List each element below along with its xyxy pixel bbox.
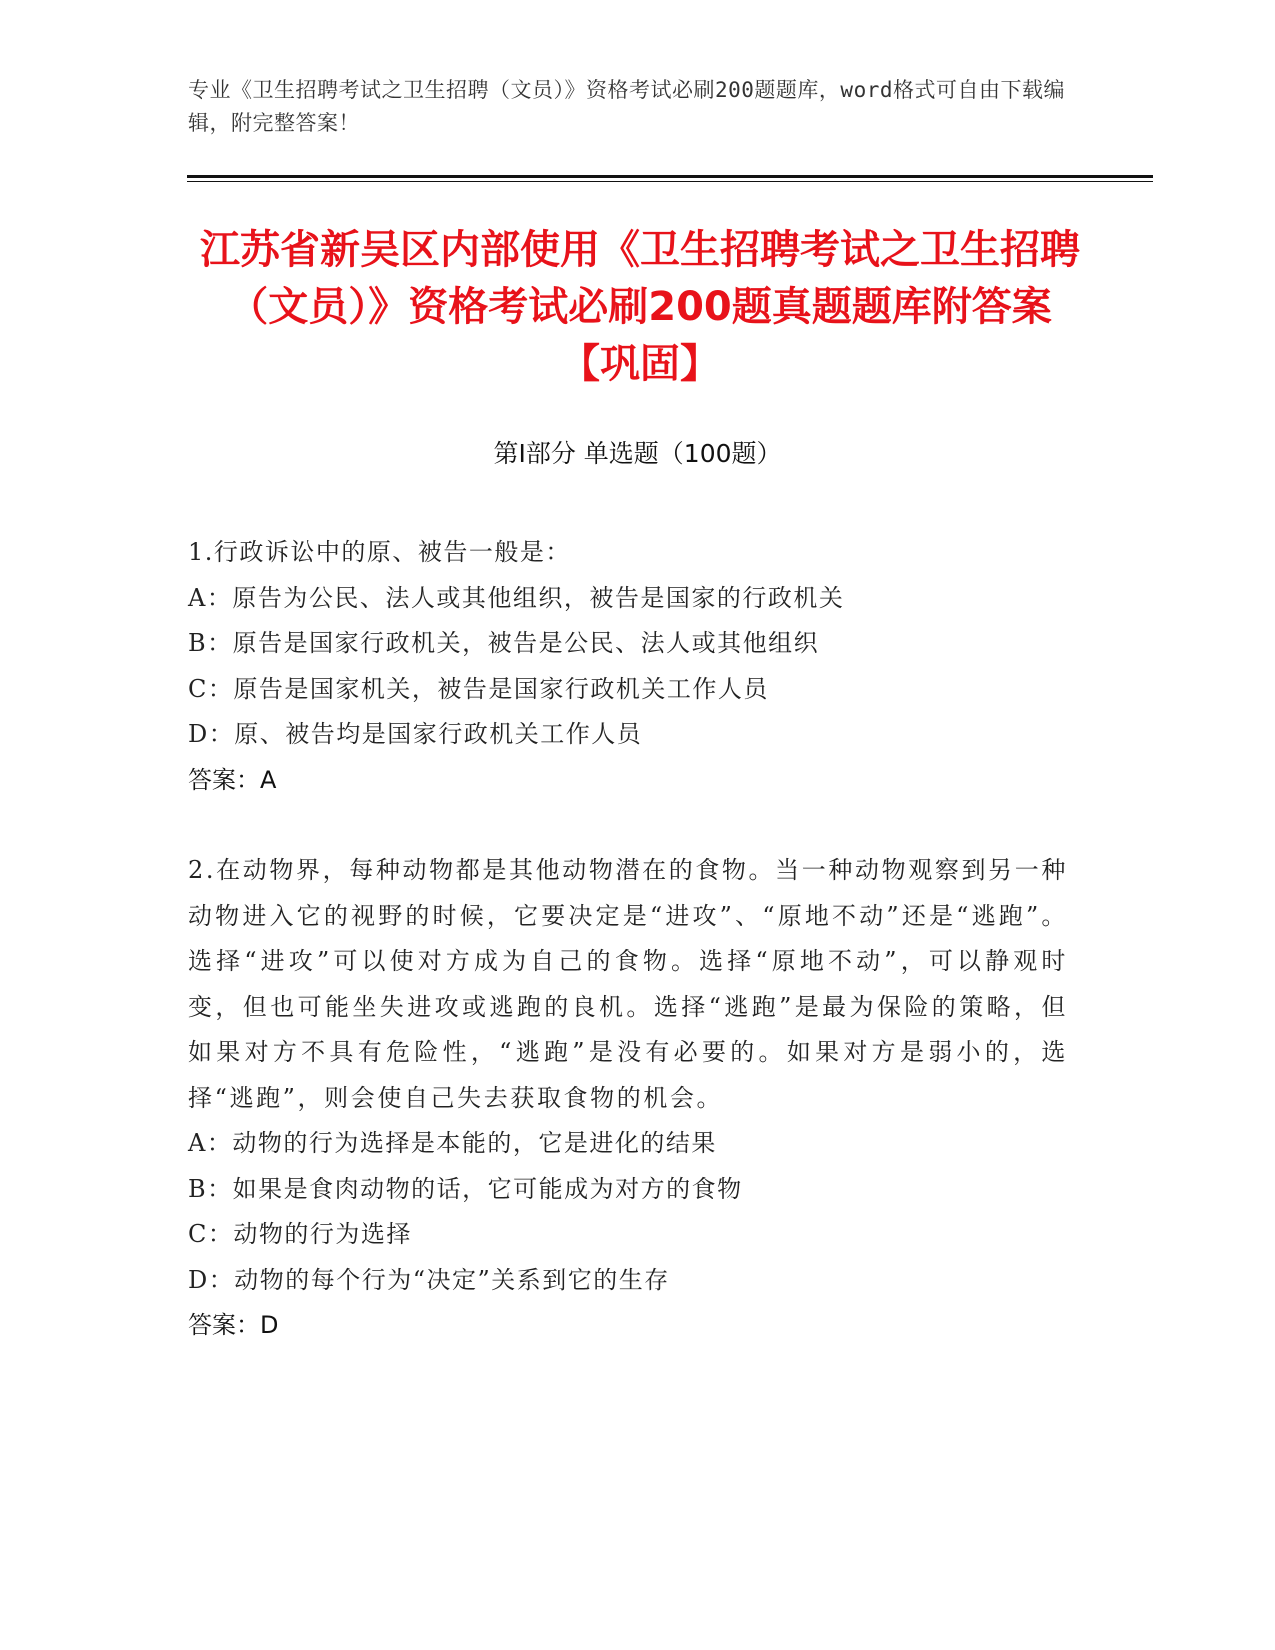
- option-c: C：原告是国家机关，被告是国家行政机关工作人员: [188, 674, 769, 703]
- option-c: C：动物的行为选择: [188, 1220, 412, 1248]
- question-stem: 2.在动物界，每种动物都是其他动物潜在的食物。当一种动物观察到另一种动物进入它的视野的时候，它要决定是“进攻”、“原地不动”还是“逃跑”。选择“进攻”可以使对方成为自己的食物。选择“原地不动”，可以静观时变，但也可能坐失进攻或逃跑的良机。选择“逃跑”是最为保险的策略，但如果对方不具有危险性，“逃跑”是没有必要的。如果对方是弱小的，选择“逃跑”，则会使自己失去获取食物的机会。: [188, 856, 1068, 1112]
- option-d: D：原、被告均是国家行政机关工作人员: [188, 720, 643, 748]
- option-b: B：如果是食肉动物的话，它可能成为对方的食物: [188, 1174, 743, 1203]
- header-rule-thin: [187, 181, 1153, 182]
- option-a: A：动物的行为选择是本能的，它是进化的结果: [188, 1129, 717, 1157]
- answer-line: 答案：A: [188, 765, 277, 794]
- question-stem: 1.行政诉讼中的原、被告一般是：: [188, 538, 571, 566]
- question-1: [188, 530, 1068, 803]
- header-rule-thick: [187, 175, 1153, 178]
- document-title: 江苏省新吴区内部使用《卫生招聘考试之卫生招聘（文员）》资格考试必刷200题真题题库附答案【巩固】: [200, 227, 1080, 387]
- option-d: D：动物的每个行为“决定”关系到它的生存: [188, 1265, 670, 1294]
- question-2: [188, 848, 1068, 1349]
- option-a: A：原告为公民、法人或其他组织，被告是国家的行政机关: [188, 583, 845, 612]
- option-b: B：原告是国家行政机关，被告是公民、法人或其他组织: [188, 629, 820, 657]
- answer-line: 答案：D: [188, 1311, 279, 1339]
- section-heading: 第Ⅰ部分 单选题（100题）: [493, 439, 782, 468]
- header-note: 专业《卫生招聘考试之卫生招聘（文员）》资格考试必刷200题题库，word格式可自由下载编辑，附完整答案！: [188, 78, 1065, 135]
